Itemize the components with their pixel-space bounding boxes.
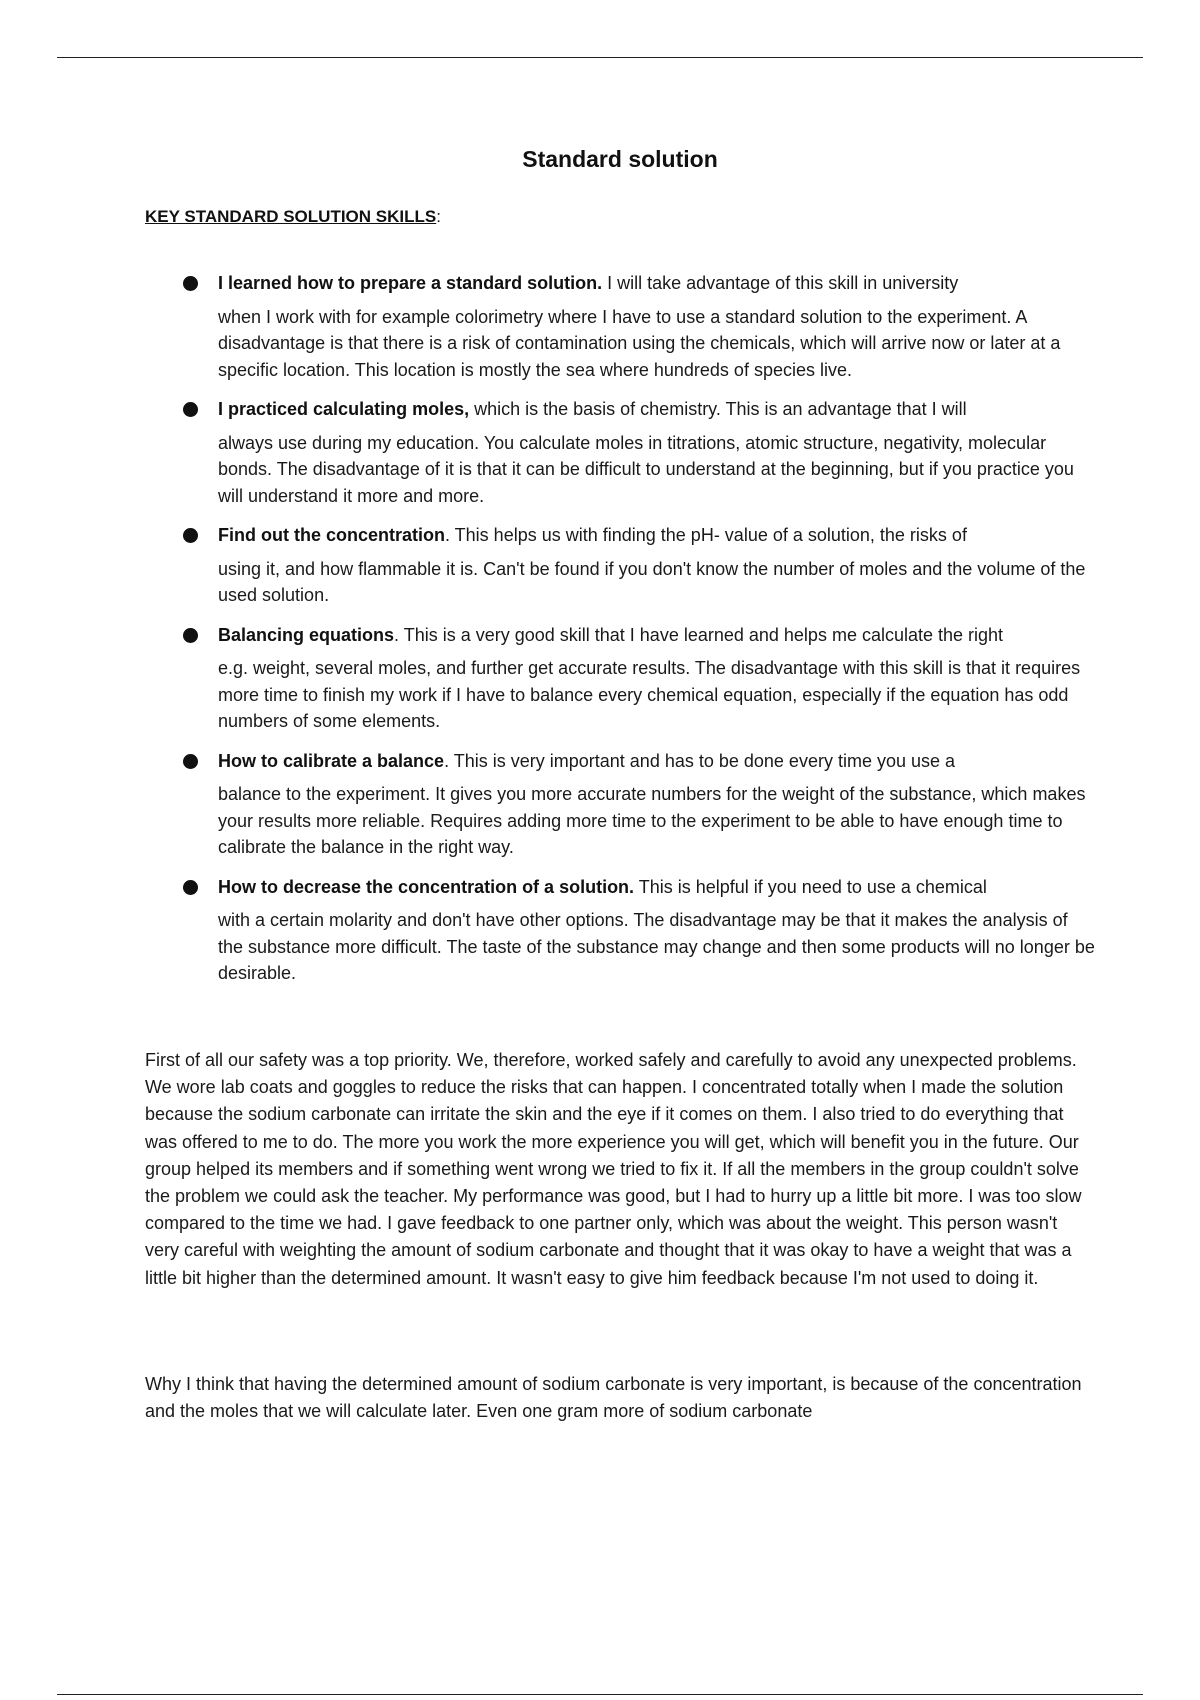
skills-heading [145, 207, 441, 227]
skill-title: I practiced calculating moles, [218, 399, 470, 419]
bullet-icon [183, 628, 198, 643]
skill-title: How to decrease the concentration of a solution. [218, 876, 635, 897]
bullet-icon [183, 754, 198, 769]
skill-item [145, 874, 1095, 987]
skill-item [145, 396, 1095, 509]
skill-first-line [218, 522, 1095, 549]
skill-title: Balancing equations [218, 624, 395, 645]
skill-body-text: e.g. weight, several moles, and further get accurate results. The disadvantage with this skill is that it requires more time to finish my work if I have to balance every chemical equation, especially if the equation has odd numbers of some elements. [218, 658, 1081, 731]
skill-body-text: using it, and how flammable it is. Can't be found if you don't know the number of moles and the volume of the used solution. [218, 558, 1086, 605]
reflection-paragraph: First of all our safety was a top priority. We, therefore, worked safely and carefully to avoid any unexpected problems. We wore lab coats and goggles to reduce the risks that can happen. I concentrated totally when I made the solution because the sodium carbonate can irritate the skin and the eye if it comes on them. I also tried to do everything that was offered to me to do. The more you work the more experience you will get, which will benefit you in the future. Our group helped its members and if something went wrong we tried to fix it. If all the members in the group couldn't solve the problem we could ask the teacher. My performance was good, but I had to hurry up a little bit more. I was too slow compared to the time we had. I gave feedback to one partner only, which was about the weight. This person wasn't very careful with weighting the amount of sodium carbonate and thought that it was okay to have a weight that was a little bit higher than the determined amount. It wasn't easy to give him feedback because I'm not used to doing it. [145, 1050, 1082, 1288]
bullet-icon [183, 528, 198, 543]
skill-first-line [218, 396, 1095, 423]
skill-lead-text: This is helpful if you need to use a chemical [634, 876, 987, 897]
skill-body-text: when I work with for example colorimetry where I have to use a standard solution to the experiment. A disadvantage is that there is a risk of contamination using the chemicals, which will arrive now or later at a specific location. This location is mostly the sea where hundreds of species live. [218, 306, 1061, 380]
skill-first-line [218, 622, 1095, 649]
bullet-icon [183, 276, 198, 291]
skill-lead-text: which is the basis of chemistry. This is an advantage that I will [469, 399, 967, 419]
reflection-paragraph: Why I think that having the determined amount of sodium carbonate is very important, is because of the concentration and the moles that we will calculate later. Even one gram more of sodium carbonate [145, 1374, 1082, 1422]
skills-heading-text: KEY STANDARD SOLUTION SKILLS [145, 207, 437, 226]
skill-lead-text: . This is a very good skill that I have learned and helps me calculate the right [394, 624, 1004, 645]
skill-first-line [218, 270, 1095, 297]
skill-lead-text: I will take advantage of this skill in university [602, 273, 959, 293]
skill-first-line [218, 748, 1095, 775]
bullet-icon [183, 402, 198, 417]
skill-lead-text: . This helps us with finding the pH- value of a solution, the risks of [445, 525, 967, 545]
skill-item [145, 748, 1095, 861]
skill-body-text: balance to the experiment. It gives you more accurate numbers for the weight of the substance, which makes your results more reliable. Requires adding more time to the experiment to be able to have enough time to calibrate the balance in the right way. [218, 784, 1086, 857]
skill-body-text: always use during my education. You calculate moles in titrations, atomic structure, negativity, molecular bonds. The disadvantage of it is that it can be difficult to understand at the beginning, but if you practice you will understand it more and more. [218, 432, 1074, 506]
skills-heading-colon: : [436, 207, 441, 226]
skill-body-text: with a certain molarity and don't have other options. The disadvantage may be that it makes the analysis of the substance more difficult. The taste of the substance may change and then some products will no longer be desirable. [218, 910, 1095, 983]
header-rule [57, 57, 1143, 58]
skill-title: Find out the concentration [218, 525, 445, 545]
skill-item [145, 522, 1095, 609]
bullet-icon [183, 880, 198, 895]
skill-first-line [218, 874, 1095, 901]
skill-title: I learned how to prepare a standard solution. [218, 273, 603, 293]
document-title: Standard solution [522, 146, 718, 172]
skill-lead-text: . This is very important and has to be done every time you use a [444, 750, 956, 771]
skill-item [145, 270, 1095, 383]
footer-rule [57, 1694, 1143, 1695]
skill-item [145, 622, 1095, 735]
skill-title: How to calibrate a balance [218, 750, 445, 771]
skills-list [145, 270, 1095, 1000]
